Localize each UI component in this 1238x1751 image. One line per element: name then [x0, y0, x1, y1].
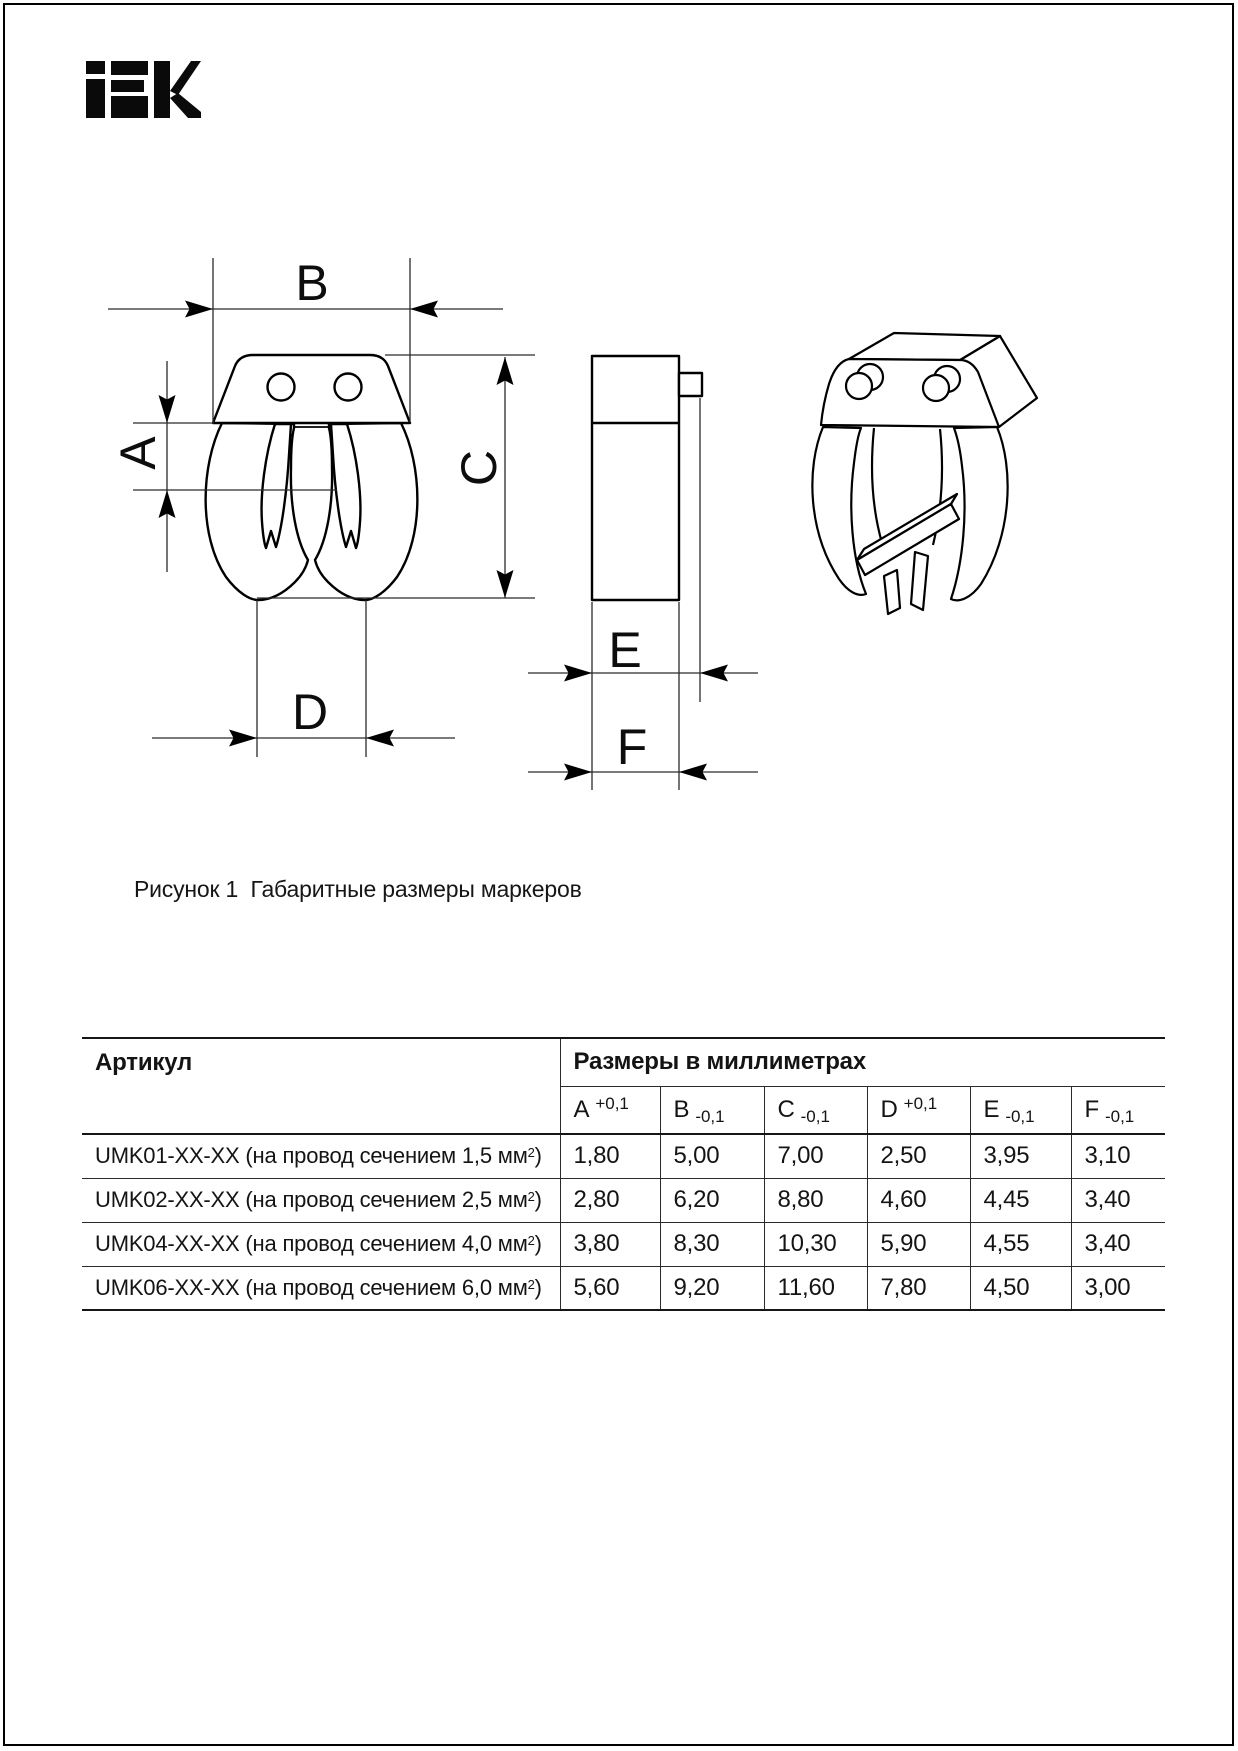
front-view	[206, 355, 418, 600]
value-cell: 5,90	[867, 1222, 970, 1266]
subheader-dim-f	[1071, 1086, 1165, 1134]
table-row	[82, 1266, 1165, 1310]
value-cell: 5,00	[660, 1134, 764, 1178]
value-cell: 4,50	[970, 1266, 1071, 1310]
article-text: UMK06-XX-XX (на провод сечением 6,0 мм	[95, 1274, 528, 1300]
dimension-label-f: F	[616, 719, 648, 775]
table-row	[82, 1134, 1165, 1178]
value-cell: 5,60	[573, 1273, 620, 1301]
dimensions-table	[82, 1037, 1165, 1311]
isometric-view	[812, 333, 1037, 614]
value-cell: 3,80	[573, 1230, 620, 1257]
article-cell	[82, 1134, 560, 1178]
dim-letter: C	[777, 1095, 795, 1123]
article-cell	[82, 1266, 560, 1310]
table-row	[82, 1178, 1165, 1222]
article-cell	[82, 1178, 560, 1222]
dimension-label-b: B	[295, 255, 329, 311]
subheader-dim-e	[970, 1086, 1071, 1134]
dim-tolerance: -0,1	[1005, 1106, 1035, 1126]
value-cell: 10,30	[764, 1222, 867, 1266]
side-view	[592, 356, 702, 600]
table-row	[82, 1222, 1165, 1266]
article-sup: 2	[527, 1233, 535, 1248]
dim-tolerance: -0,1	[695, 1106, 725, 1126]
value-cell: 7,80	[867, 1266, 970, 1310]
article-text: UMK01-XX-XX (на провод сечением 1,5 мм	[95, 1143, 528, 1169]
dimensional-drawing	[0, 0, 1238, 830]
dim-letter: B	[673, 1095, 690, 1123]
value-cell: 4,55	[970, 1222, 1071, 1266]
dim-tolerance: +0,1	[595, 1093, 629, 1113]
article-close: )	[534, 1143, 542, 1169]
value-cell: 11,60	[764, 1266, 867, 1310]
article-close: )	[534, 1231, 542, 1256]
value-cell: 9,20	[660, 1266, 764, 1310]
column-header-dimensions: Размеры в миллиметрах	[560, 1038, 1165, 1086]
dim-tolerance: -0,1	[800, 1106, 830, 1126]
subheader-dim-a	[560, 1086, 660, 1134]
dim-letter: D	[880, 1095, 898, 1123]
dimension-label-e: E	[608, 622, 642, 678]
value-cell: 3,00	[1071, 1266, 1165, 1310]
marker-hole-left	[268, 374, 295, 401]
article-sup: 2	[527, 1145, 535, 1161]
dim-letter: A	[573, 1095, 590, 1123]
article-sup: 2	[527, 1276, 535, 1292]
dim-tolerance: -0,1	[1104, 1106, 1135, 1126]
subheader-dim-b	[660, 1086, 764, 1134]
article-text: UMK02-XX-XX (на провод сечением 2,5 мм	[95, 1187, 528, 1212]
value-cell: 3,40	[1071, 1222, 1165, 1266]
value-cell: 4,45	[970, 1178, 1071, 1222]
marker-hole-right	[335, 374, 362, 401]
figure-caption: Рисунок 1 Габаритные размеры маркеров	[134, 876, 582, 902]
value-cell: 3,40	[1071, 1178, 1165, 1222]
value-cell: 8,80	[764, 1178, 867, 1222]
value-cell: 1,80	[573, 1142, 620, 1170]
dimension-label-a: A	[110, 436, 166, 470]
column-header-article: Артикул	[82, 1038, 560, 1134]
article-close: )	[534, 1274, 542, 1300]
article-text: UMK04-XX-XX (на провод сечением 4,0 мм	[95, 1231, 528, 1256]
article-close: )	[534, 1187, 542, 1212]
dimension-label-c: C	[451, 449, 507, 487]
value-cell: 2,80	[573, 1186, 620, 1213]
article-sup: 2	[527, 1189, 535, 1204]
value-cell: 3,10	[1071, 1134, 1165, 1178]
value-cell: 7,00	[764, 1134, 867, 1178]
dim-letter: F	[1084, 1095, 1099, 1123]
iek-logo	[86, 61, 201, 118]
value-cell: 6,20	[660, 1178, 764, 1222]
value-cell: 8,30	[660, 1222, 764, 1266]
dim-letter: E	[983, 1095, 1000, 1123]
value-cell: 3,95	[970, 1134, 1071, 1178]
article-cell	[82, 1222, 560, 1266]
subheader-dim-d	[867, 1086, 970, 1134]
dimension-label-d: D	[291, 684, 329, 740]
value-cell: 2,50	[867, 1134, 970, 1178]
value-cell: 4,60	[867, 1178, 970, 1222]
subheader-dim-c	[764, 1086, 867, 1134]
dim-tolerance: +0,1	[903, 1093, 938, 1113]
